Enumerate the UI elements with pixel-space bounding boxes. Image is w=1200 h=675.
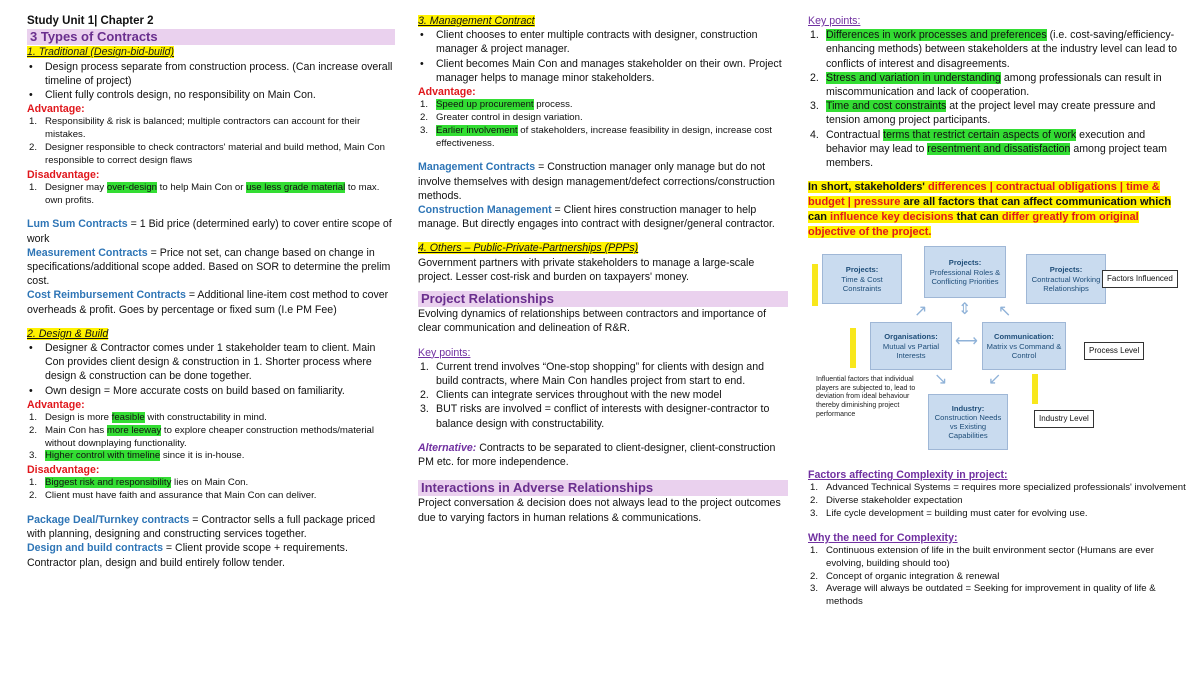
list-item: 2. Main Con has more leeway to explore cheaper construction methods/material without downplaying functionality. xyxy=(29,424,375,449)
communication-box: Communication: Matrix vs Command & Control xyxy=(982,322,1066,370)
advantage-label: Advantage: xyxy=(27,398,85,411)
list-item: 3. Average will always be outdated = Seeking for improvement in quality of life & methods xyxy=(810,583,1156,608)
lump-sum-definition: Lum Sum Contracts = 1 Bid price (determined early) to cover entire scope of work xyxy=(27,218,392,245)
yellow-marker xyxy=(850,328,856,368)
adverse-relationships-text: Project conversation & decision does not always lead to the project outcomes due to varying factors in human relations & communications. xyxy=(418,497,781,524)
design-build-disadvantages xyxy=(27,477,395,503)
list-item: • Client chooses to enter multiple contracts with designer, construction manager & project manager. xyxy=(420,29,758,56)
list-item: • Designer & Contractor comes under 1 stakeholder team to client. Main Con provides client design & construction in 1. Shorter process where design & construction can be done together. xyxy=(29,342,376,383)
list-item: 2. Designer responsible to check contractors' material and build method, Main Con responsible to correct design flaws xyxy=(29,142,385,166)
construction-management-definition: Construction Management = Client hires construction manager to help manage. But directly engages into contract with designer/general contractor. xyxy=(418,204,775,231)
ppp-heading: 4. Others – Public-Private-Partnerships (PPPs) xyxy=(418,242,639,255)
list-item: • Own design = More accurate costs on build based on familiarity. xyxy=(29,384,345,397)
list-item: 1. Speed up procurement process. xyxy=(420,99,573,111)
section-header-project-relationships: Project Relationships xyxy=(418,291,788,307)
summary-text: In short, stakeholders' differences | contractual obligations | time & budget | pressure are all factors that can affect communication which can influence key decisions that can differ greatly from original objective of the project. xyxy=(808,181,1172,239)
traditional-bullets xyxy=(27,60,395,103)
list-item: 3. Higher control with timeline since it is in-house. xyxy=(29,450,245,462)
list-item: 1. Responsibility & risk is balanced; multiple contractors can account for their mistakes. xyxy=(29,116,361,141)
list-item: 3. Life cycle development = building must cater for evolving use. xyxy=(810,508,1088,520)
design-build-heading: 2. Design & Build xyxy=(27,327,109,340)
disadvantage-label: Disadvantage: xyxy=(27,168,100,181)
why-complexity-heading: Why the need for Complexity: xyxy=(808,531,958,544)
column-2 xyxy=(418,14,788,525)
column-1 xyxy=(27,14,395,570)
arrow-icon: ↘ xyxy=(934,371,948,389)
list-item: 4. Contractual terms that restrict certain aspects of work execution and behavior may lead to resentment and dissatisfaction among project team members. xyxy=(810,128,1167,170)
list-item: 3. Time and cost constraints at the project level may create pressure and tension among project participants. xyxy=(810,100,1156,127)
list-item: 3. BUT risks are involved = conflict of interests with designer-contractor to balance design with constructability. xyxy=(420,403,770,430)
advantage-label: Advantage: xyxy=(418,86,476,99)
arrow-icon: ⟷ xyxy=(955,333,978,351)
factors-list xyxy=(808,482,1186,520)
yellow-marker xyxy=(1032,374,1038,404)
project-key-points xyxy=(418,360,788,431)
management-contract-advantages xyxy=(418,99,788,150)
list-item: 1. Differences in work processes and preferences (i.e. cost-saving/efficiency-enhancing methods) between stakeholders at the industry level can lead to conflicts of interest and disagreements. xyxy=(810,29,1177,70)
design-build-bullets xyxy=(27,341,395,398)
list-item: • Client fully controls design, no responsibility on Main Con. xyxy=(29,89,316,102)
list-item: 2. Greater control in design variation. xyxy=(420,112,583,124)
projects-roles-box: Projects: Professional Roles & Conflicting Priorities xyxy=(924,246,1006,298)
adverse-key-points xyxy=(808,28,1186,170)
industry-box: Industry: Construction Needs vs Existing Capabilities xyxy=(928,394,1008,450)
key-points-label: Key points: xyxy=(808,15,861,27)
measurement-definition: Measurement Contracts = Price not set, can change based on change in specifications/additional scope added. Based on SOR to determine the prelim cost. xyxy=(27,246,391,288)
industry-level-tag: Industry Level xyxy=(1034,410,1094,428)
traditional-disadvantages xyxy=(27,182,395,208)
section-header-contract-types: 3 Types of Contracts xyxy=(27,29,395,45)
list-item: 1. Current trend involves “One-stop shopping” for clients with design and build contracts, where Main Con handles project from start to end. xyxy=(420,360,764,388)
management-contract-heading: 3. Management Contract xyxy=(418,15,535,27)
factors-influenced-tag: Factors Influenced xyxy=(1102,270,1178,288)
package-deal-definition: Package Deal/Turnkey contracts = Contractor sells a full package priced with planning, designing and constructing services together. xyxy=(27,514,376,541)
list-item: 2. Client must have faith and assurance that Main Con can deliver. xyxy=(29,490,317,502)
disadvantage-label: Disadvantage: xyxy=(27,464,100,477)
factors-heading: Factors affecting Complexity in project: xyxy=(808,469,1008,482)
cost-reimbursement-definition: Cost Reimbursement Contracts = Additional line-item cost method to cover overheads & profit. Goes by percentage or fixed sum (I.e PM Fee) xyxy=(27,289,389,316)
section-header-adverse-relationships: Interactions in Adverse Relationships xyxy=(418,480,788,496)
process-level-tag: Process Level xyxy=(1084,342,1144,360)
list-item: 1. Designer may over-design to help Main Con or use less grade material to max. own profits. xyxy=(29,181,380,206)
complexity-factors-diagram xyxy=(812,246,1184,464)
list-item: 1. Continuous extension of life in the built environment sector (Humans are ever evolving, building should too) xyxy=(810,545,1154,569)
arrow-icon: ↙ xyxy=(988,371,1002,389)
diagram-note: Influential factors that individual players are subjected to, lead to deviation from ideal behaviour thereby diminishing project performance xyxy=(816,376,916,418)
projects-contractual-box: Projects: Contractual Working Relationships xyxy=(1026,254,1106,304)
list-item: • Client becomes Main Con and manages stakeholder on their own. Project manager helps to manage minor stakeholders. xyxy=(420,57,782,84)
arrow-icon: ↖ xyxy=(998,303,1012,321)
management-contracts-definition: Management Contracts = Construction manager only manage but do not involve themselves with design management/defect corrections/construction methods. xyxy=(418,161,775,202)
organisations-box: Organisations: Mutual vs Partial Interests xyxy=(870,322,952,370)
list-item: 3. Earlier involvement of stakeholders, increase feasibility in design, increase cost effectiveness. xyxy=(420,124,772,149)
list-item: 1. Advanced Technical Systems = requires more specialized professionals' involvement xyxy=(810,482,1186,494)
design-build-advantages xyxy=(27,412,395,463)
page-title: Study Unit 1| Chapter 2 xyxy=(27,15,154,27)
ppp-text: Government partners with private stakeholders to manage a large-scale project. Lesser cost-risk and burden on taxpayers' money. xyxy=(418,256,755,283)
management-contract-bullets xyxy=(418,28,788,85)
list-item: 2. Clients can integrate services throughout with the new model xyxy=(420,389,722,402)
alternative-text: Alternative: Contracts to be separated to client-designer, client-construction PM etc. for more independence. xyxy=(418,441,776,469)
traditional-heading: 1. Traditional (Design-bid-build) xyxy=(27,46,175,59)
key-points-label: Key points: xyxy=(418,346,471,359)
design-build-contracts-definition: Design and build contracts = Client provide scope + requirements. Contractor plan, design and build entirely follow tender. xyxy=(27,542,348,569)
projects-time-cost-box: Projects: Time & Cost Constraints xyxy=(822,254,902,304)
list-item: 2. Diverse stakeholder expectation xyxy=(810,495,963,507)
traditional-advantages xyxy=(27,116,395,167)
list-item: 1. Design is more feasible with constructability in mind. xyxy=(29,412,267,424)
yellow-marker xyxy=(812,264,818,306)
list-item: 1. Biggest risk and responsibility lies on Main Con. xyxy=(29,477,249,489)
project-relationships-text: Evolving dynamics of relationships between contractors and importance of clear communication and delineation of R&R. xyxy=(418,308,767,335)
column-3 xyxy=(808,14,1186,609)
advantage-label: Advantage: xyxy=(27,103,85,116)
list-item: 2. Stress and variation in understanding among professionals can result in miscommunication and lack of cooperation. xyxy=(810,71,1162,99)
arrow-icon: ↗ xyxy=(914,303,928,321)
why-complexity-list xyxy=(808,545,1186,609)
list-item: 2. Concept of organic integration & renewal xyxy=(810,570,1000,582)
arrow-icon: ⇕ xyxy=(958,301,972,319)
list-item: • Design process separate from construction process. (Can increase overall timeline of project) xyxy=(29,60,393,87)
